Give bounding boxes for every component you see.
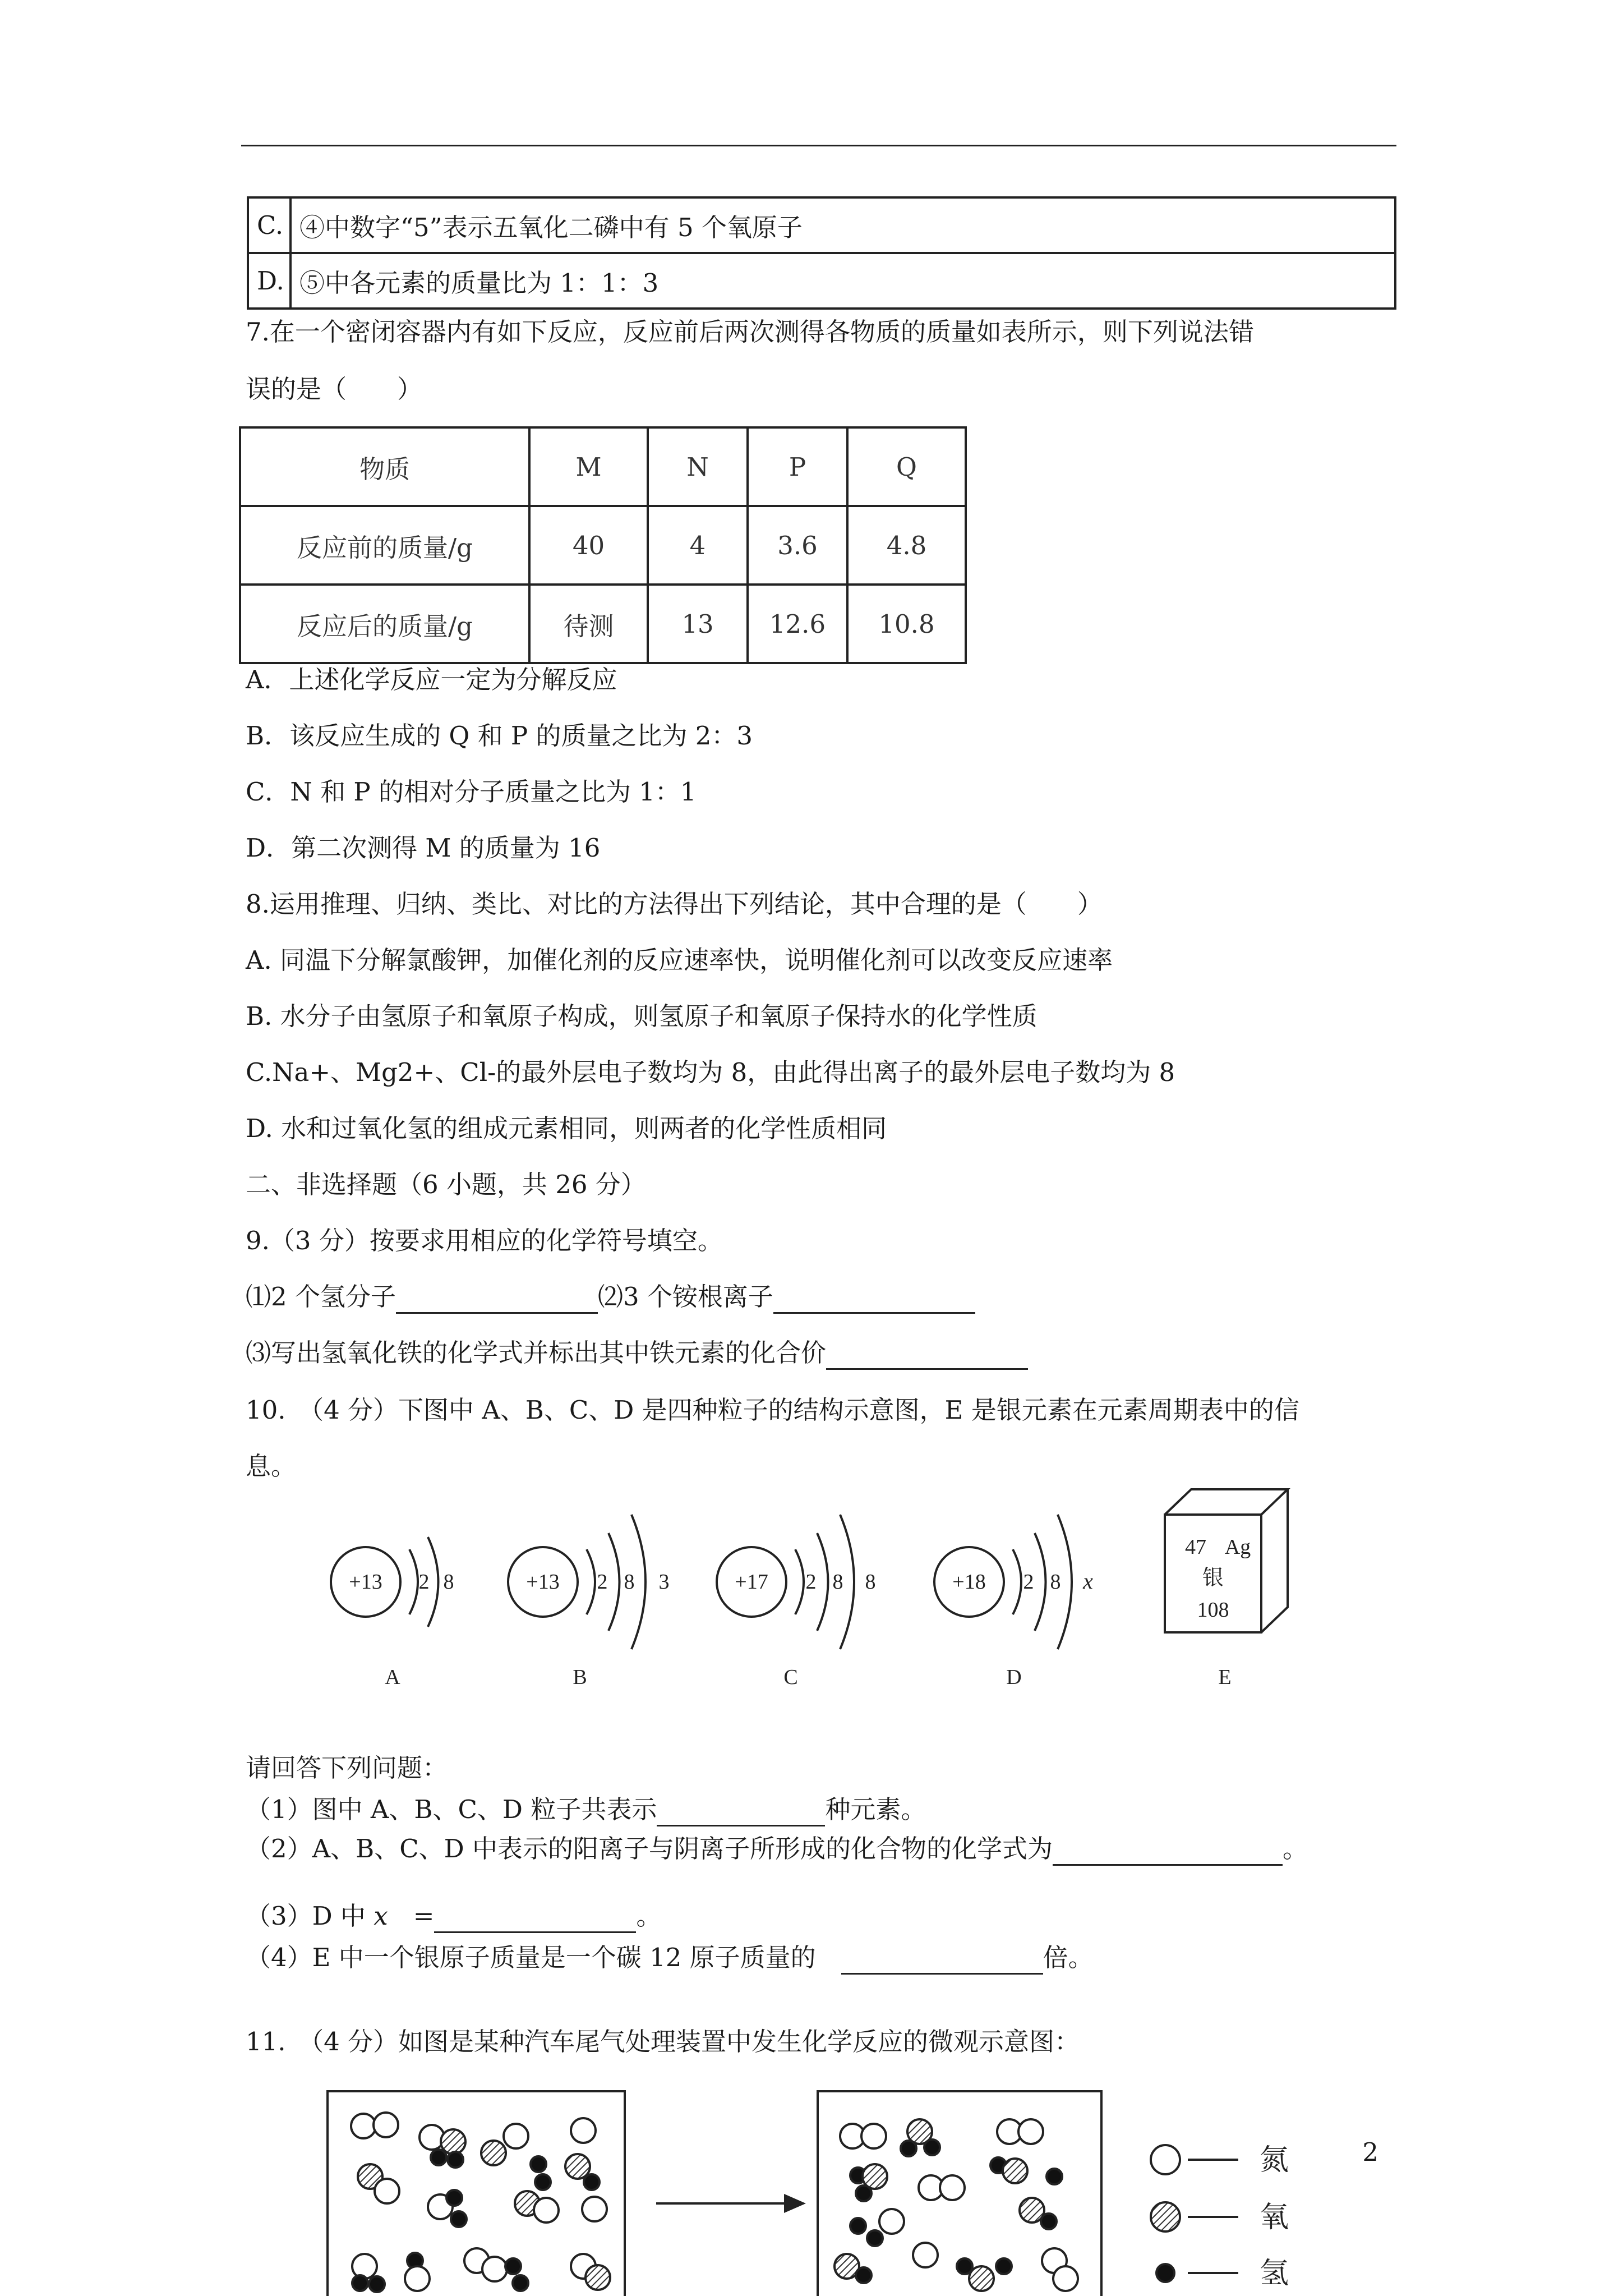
shell-count: 3 [658,1570,670,1594]
reactant-molecules [351,2113,610,2292]
shell-count: 2 [597,1570,608,1594]
q10-q3-text: （3）D 中 [246,1901,374,1931]
element-symbol: Ag [1224,1535,1251,1559]
table-header: N [648,427,748,506]
atomic-mass: 108 [1197,1598,1229,1622]
cube-top [1165,1489,1288,1515]
q10-q1-text: （1）图中 A、B、C、D 粒子共表示 [246,1795,657,1824]
q10-q1-blank[interactable] [657,1797,825,1826]
option-text: ④中数字“5”表示五氧化二磷中有 5 个氧原子 [291,197,1395,253]
q8-option-c: C.Na+、Mg2+、Cl-的最外层电子数均为 8，由此得出离子的最外层电子数均为 8 [246,1057,1175,1087]
table-cell: 4.8 [847,506,966,585]
q10-stem-cont: 息。 [246,1451,297,1481]
table-header: 物质 [240,427,529,506]
table-cell: 待测 [529,585,648,663]
table-cell: 12.6 [748,585,847,663]
q10-q4-suffix: 倍。 [1043,1943,1094,1972]
legend-label: 氮 [1260,2143,1289,2177]
reaction-legend [1151,2145,1238,2282]
q10-q3-blank[interactable] [434,1903,636,1933]
q9-p3-text: ⑶写出氢氧化铁的化学式并标出其中铁元素的化合价 [246,1338,827,1368]
shell-count: 2 [805,1570,817,1594]
electron-shell [428,1537,439,1627]
diagram-label: A [385,1665,400,1689]
electron-shell [1035,1533,1046,1631]
diagram-label: B [573,1665,587,1689]
q10-question-4 [246,1941,1094,1975]
table-cell: 反应后的质量/g [240,585,529,663]
table-cell: 13 [648,585,748,663]
reaction-diagram [328,2091,1238,2296]
page-number: 2 [1362,2137,1378,2167]
section-title: 二、非选择题（6 小题，共 26 分） [246,1170,646,1199]
q7-option-a: A．上述化学反应一定为分解反应 [246,665,617,694]
shell-count: 8 [624,1570,635,1594]
option-key: C. [248,197,291,253]
q8-option-a: A. 同温下分解氯酸钾，加催化剂的反应速率快，说明催化剂可以改变反应速率 [246,945,1113,975]
electron-shell [409,1549,418,1614]
option-text: ⑤中各元素的质量比为 1：1：3 [291,253,1395,309]
q7-stem-cont: 误的是（ ） [246,374,423,404]
electron-shell [795,1549,804,1614]
q10-stem: 10. （4 分）下图中 A、B、C、D 是四种粒子的结构示意图，E 是银元素在元素周期表中的信 [246,1395,1299,1425]
q9-stem: 9.（3 分）按要求用相应的化学符号填空。 [246,1226,723,1255]
table-cell: 3.6 [748,506,847,585]
q10-q2-text: （2）A、B、C、D 中表示的阳离子与阴离子所形成的化合物的化学式为 [246,1834,1053,1864]
q10-q2-blank[interactable] [1053,1836,1283,1866]
element-name: 银 [1202,1566,1224,1590]
table-cell: 反应前的质量/g [240,506,529,585]
table-header: M [529,427,648,506]
q7-option-c: C．N 和 P 的相对分子质量之比为 1：1 [246,777,697,807]
legend-label: 氢 [1260,2257,1289,2290]
q8-option-d: D. 水和过氧化氢的组成元素相同，则两者的化学性质相同 [246,1114,887,1143]
nucleus-charge: +18 [952,1570,986,1594]
table-cell: 10.8 [847,585,966,663]
diagram-label: E [1218,1665,1232,1689]
hydrogen-atom-icon [1156,2264,1174,2282]
q7-option-d: D．第二次测得 M 的质量为 16 [246,833,601,863]
shell-count: 8 [832,1570,843,1594]
table-cell: 4 [648,506,748,585]
variable-x: x [374,1901,388,1931]
q10-prompt: 请回答下列问题： [246,1753,448,1783]
legend-labels [1260,2143,1289,2290]
q10-q4-text: （4）E 中一个银原子质量是一个碳 12 原子质量的 [246,1943,841,1972]
q7-stem: 7.在一个密闭容器内有如下反应，反应前后两次测得各物质的质量如表所示，则下列说法错 [246,317,1254,347]
q9-p2-text: ⑵3 个铵根离子 [597,1282,773,1312]
shell-count: 2 [1023,1570,1034,1594]
shell-count: 2 [418,1570,430,1594]
shell-count: 8 [865,1570,876,1594]
oxygen-atom-icon [1151,2202,1180,2231]
q10-q1-suffix: 种元素。 [825,1795,926,1824]
q10-q3-equals: = [388,1901,435,1931]
nucleus-charge: +13 [526,1570,560,1594]
diagram-label: C [783,1665,798,1689]
q10-q2-suffix: 。 [1283,1834,1308,1864]
q10-question-3 [246,1899,661,1933]
arrow-head [785,2196,803,2211]
product-molecules [834,2119,1078,2291]
nucleus-charge: +17 [735,1570,768,1594]
electron-shell [587,1549,595,1614]
q8-option-b: B. 水分子由氢原子和氧原子构成，则氢原子和氧原子保持水的化学性质 [246,1001,1038,1031]
legend-label: 氧 [1260,2201,1289,2234]
q10-q4-blank[interactable] [841,1945,1043,1975]
table-header: P [748,427,847,506]
electron-shell [1013,1549,1021,1614]
electron-shell [817,1533,828,1631]
q8-stem: 8.运用推理、归纳、类比、对比的方法得出下列结论，其中合理的是（ ） [246,889,1103,919]
shell-count: 8 [1050,1570,1061,1594]
nitrogen-atom-icon [1151,2145,1180,2174]
atomic-number: 47 [1185,1535,1206,1559]
q9-p1-text: ⑴2 个氢分子 [246,1282,396,1312]
shell-count: 8 [443,1570,454,1594]
electron-shell [608,1533,620,1631]
atom-diagrams [331,1489,1288,1649]
nucleus-charge: +13 [349,1570,382,1594]
q11-stem: 11. （4 分）如图是某种汽车尾气处理装置中发生化学反应的微观示意图： [246,2027,1080,2056]
diagram-label: D [1006,1665,1022,1689]
q10-question-2 [246,1832,1308,1866]
option-key: D. [248,253,291,309]
table-cell: 40 [529,506,648,585]
q10-q3-suffix: 。 [636,1901,662,1931]
q7-option-b: B．该反应生成的 Q 和 P 的质量之比为 2：3 [246,721,753,751]
q10-question-1 [246,1793,926,1826]
table-header: Q [847,427,966,506]
shell-count: x [1083,1568,1093,1594]
